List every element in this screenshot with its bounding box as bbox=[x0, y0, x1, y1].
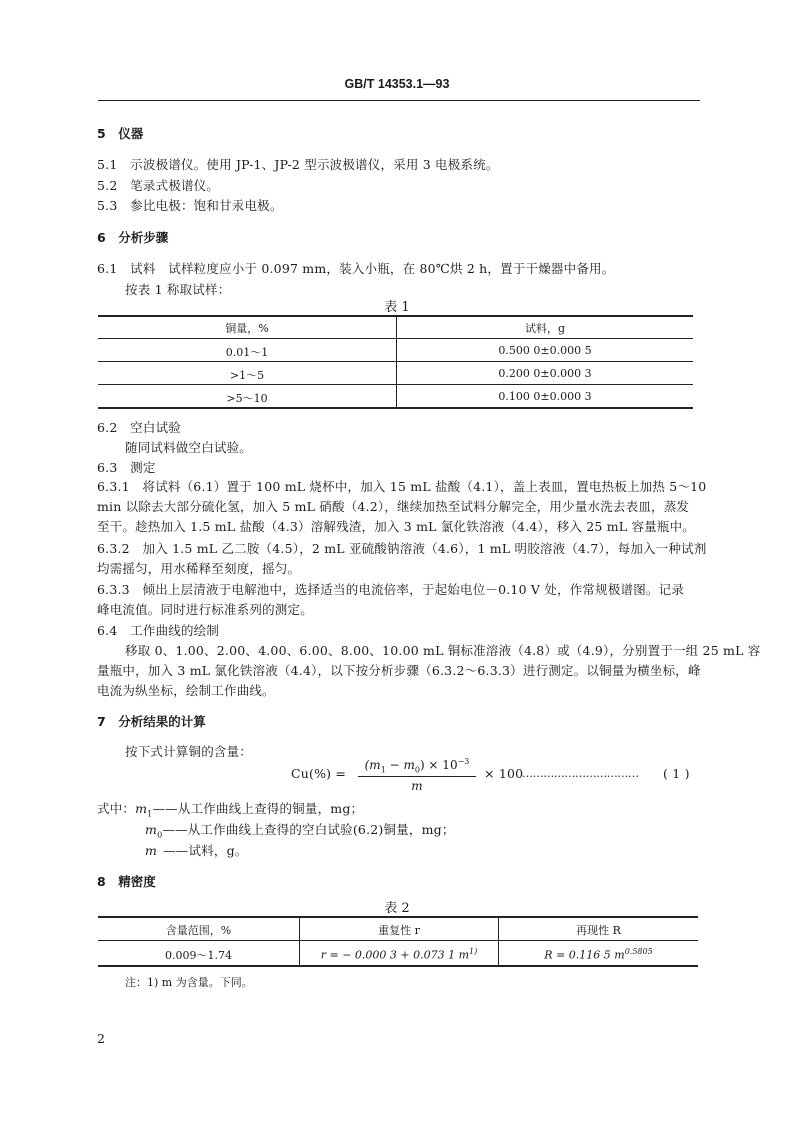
table2-header-repeatability: 重复性 r bbox=[378, 924, 420, 937]
table2-note: 注：1) m 为含量。下同。 bbox=[125, 976, 253, 989]
definition-m0: $m_0——$从工作曲线上查得的空白试验(6.2)铜量，mg； bbox=[145, 822, 455, 840]
formula-denominator: m bbox=[411, 779, 423, 793]
formula-intro: 按下式计算铜的含量： bbox=[125, 744, 253, 759]
table2-cell-range: 0.009～1.74 bbox=[165, 949, 232, 962]
para-6-2-text: 随同试料做空白试验。 bbox=[125, 440, 253, 455]
item-5-3: 5.3 参比电极：饱和甘汞电极。 bbox=[97, 198, 283, 213]
table1-cell: 0.500 0±0.000 5 bbox=[498, 344, 592, 357]
item-5-1: 5.1 示波极谱仪。使用 JP-1、JP-2 型示波极谱仪，采用 3 电极系统。 bbox=[97, 157, 499, 172]
formula-number: ( 1 ) bbox=[663, 766, 690, 781]
section-5-title: 5 仪器 bbox=[97, 126, 144, 141]
table2-caption: 表 2 bbox=[384, 901, 410, 916]
formula-tail: × 100 bbox=[484, 766, 524, 781]
definition-m1: 式中：$m_1——$从工作曲线上查得的铜量，mg； bbox=[97, 801, 364, 819]
item-5-2: 5.2 笔录式极谱仪。 bbox=[97, 178, 220, 193]
table1-caption: 表 1 bbox=[384, 300, 410, 315]
formula-leader-dots: …………………………… bbox=[522, 767, 639, 780]
table2-cell-r: r = − 0.000 3 + 0.073 1 $m^{1)}$ bbox=[320, 947, 478, 962]
definition-m: m ——试料，g。 bbox=[145, 843, 248, 858]
table2-header-rule bbox=[98, 940, 698, 941]
table1-cell: 0.100 0±0.000 3 bbox=[498, 390, 592, 403]
table1-header-mass: 试料，g bbox=[524, 322, 566, 335]
table1-cell: 0.200 0±0.000 3 bbox=[498, 367, 592, 380]
table2-header-reproducibility: 再现性 R bbox=[576, 924, 621, 937]
para-6-4: 6.4 工作曲线的绘制 bbox=[97, 623, 220, 638]
para-6-1-weigh: 按表 1 称取试样： bbox=[125, 282, 231, 297]
table2-bottom-rule bbox=[98, 965, 698, 967]
formula-lhs: Cu(%) = bbox=[291, 766, 347, 781]
formula-numerator: $(m_1 - m_0) \times 10^{-3}$ bbox=[364, 757, 470, 775]
table2-cell-R: R = 0.116 5 $m^{0.5805}$ bbox=[544, 947, 653, 962]
para-6-4-line: 量瓶中，加入 3 mL 氯化铁溶液（4.4），以下按分析步骤（6.3.2～6.3.3）进行测定。以铜量为横坐标，峰 bbox=[97, 663, 701, 678]
standard-code: GB/T 14353.1—93 bbox=[344, 77, 450, 91]
table1-cell: >1～5 bbox=[229, 369, 265, 382]
para-6-4-line: 电流为纵坐标，绘制工作曲线。 bbox=[97, 683, 275, 698]
section-8-title: 8 精密度 bbox=[97, 874, 156, 889]
header-rule bbox=[98, 100, 700, 101]
para-6-3-1-line: 6.3.1 将试料（6.1）置于 100 mL 烧杯中，加入 15 mL 盐酸（4.1），盖上表皿，置电热板上加热 5～10 bbox=[97, 479, 707, 494]
fraction-bar bbox=[358, 776, 476, 777]
section-6-title: 6 分析步骤 bbox=[97, 230, 169, 245]
para-6-1: 6.1 试料 试样粒度应小于 0.097 mm，装入小瓶，在 80℃烘 2 h，置于干燥器中备用。 bbox=[97, 261, 615, 276]
para-6-3-3-line: 6.3.3 倾出上层清液于电解池中，选择适当的电流倍率，于起始电位－0.10 V 处，作常规极谱图。记录 bbox=[97, 582, 685, 597]
para-6-2: 6.2 空白试验 bbox=[97, 420, 181, 435]
para-6-3-2-line: 均需摇匀，用水稀释至刻度，摇匀。 bbox=[97, 561, 301, 576]
table1-cell: 0.01～1 bbox=[225, 346, 269, 359]
para-6-3: 6.3 测定 bbox=[97, 460, 156, 475]
para-6-3-3-line: 峰电流值。同时进行标准系列的测定。 bbox=[97, 602, 313, 617]
para-6-4-line: 移取 0、1.00、2.00、4.00、6.00、8.00、10.00 mL 铜标准溶液（4.8）或（4.9），分别置于一组 25 mL 容 bbox=[125, 643, 761, 658]
para-6-3-2-line: 6.3.2 加入 1.5 mL 乙二胺（4.5），2 mL 亚硫酸钠溶液（4.6），1 mL 明胶溶液（4.7），每加入一种试剂 bbox=[97, 541, 707, 556]
table1-cell: >5～10 bbox=[226, 392, 268, 405]
section-7-title: 7 分析结果的计算 bbox=[97, 714, 206, 729]
para-6-3-1-line: 至干。趁热加入 1.5 mL 盐酸（4.3）溶解残渣，加入 3 mL 氯化铁溶液（4.4），移入 25 mL 容量瓶中。 bbox=[97, 519, 695, 534]
table2-top-rule bbox=[98, 916, 698, 918]
para-6-3-1-line: min 以除去大部分硫化氢，加入 5 mL 硝酸（4.2），继续加热至试料分解完全，用少量水洗去表皿，蒸发 bbox=[97, 499, 690, 514]
table2-header-range: 含量范围，% bbox=[165, 924, 232, 937]
table1-header-cu: 铜量，% bbox=[225, 322, 269, 335]
page-number: 2 bbox=[97, 1031, 106, 1046]
